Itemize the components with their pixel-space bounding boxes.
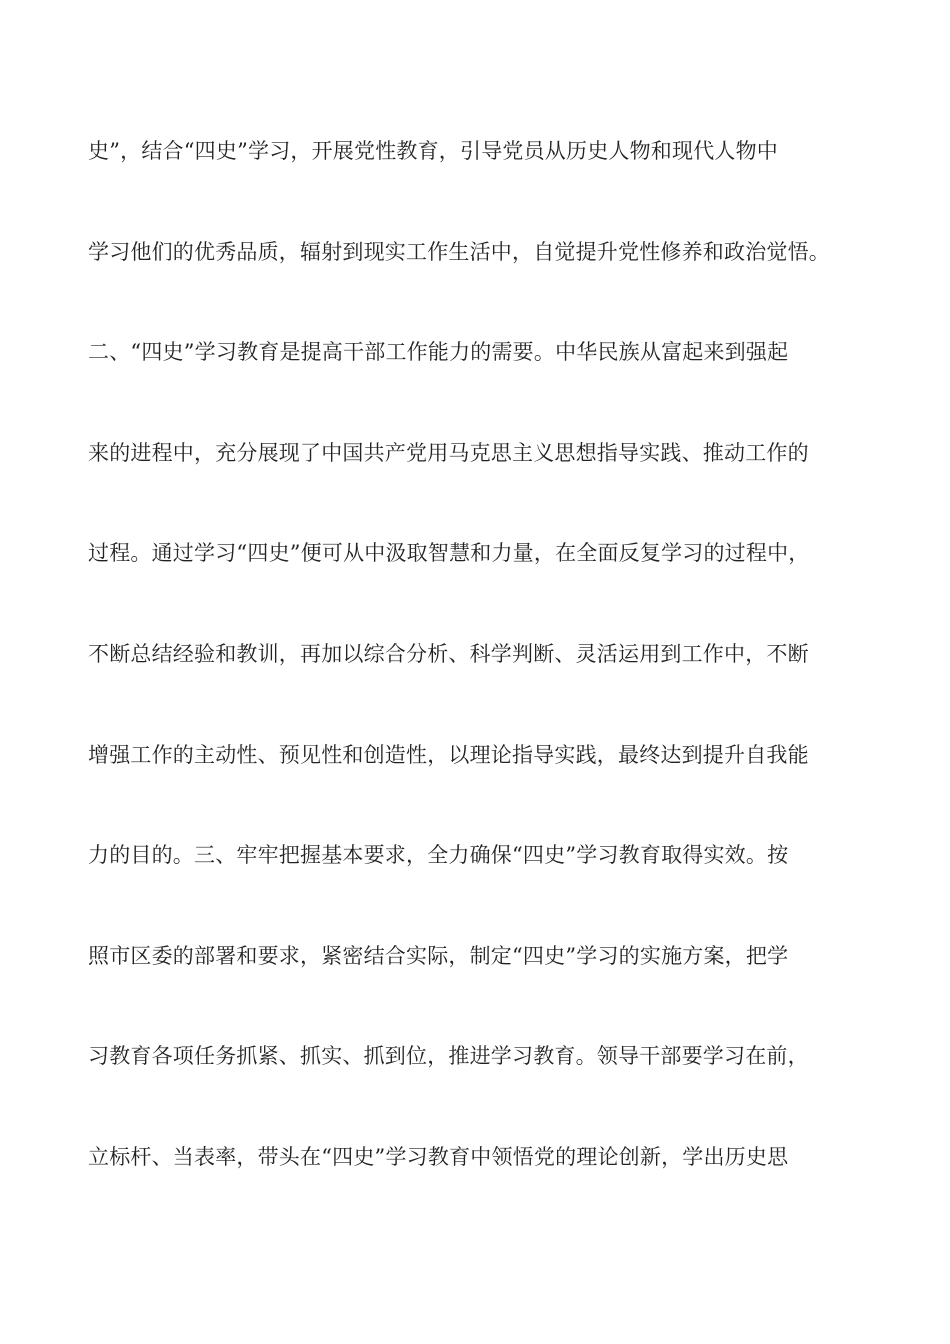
text-line: 过程。通过学习“四史”便可从中汲取智慧和力量，在全面反复学习的过程中， [88, 541, 810, 566]
text-line: 史”，结合“四史”学习，开展党性教育，引导党员从历史人物和现代人物中 [88, 139, 779, 163]
body-text [88, 126, 868, 1233]
text-line: 学习他们的优秀品质，辐射到现实工作生活中，自觉提升党性修养和政治觉悟。 [88, 239, 830, 264]
text-line: 立标杆、当表率，带头在“四史”学习教育中领悟党的理论创新，学出历史思 [88, 1144, 789, 1169]
text-line: 二、“四史”学习教育是提高干部工作能力的需要。中华民族从富起来到强起 [88, 340, 789, 365]
text-line: 增强工作的主动性、预见性和创造性，以理论指导实践，最终达到提升自我能 [88, 742, 809, 767]
text-line: 不断总结经验和教训，再加以综合分析、科学判断、灵活运用到工作中，不断 [88, 641, 809, 666]
text-line: 习教育各项任务抓紧、抓实、抓到位，推进学习教育。领导干部要学习在前， [88, 1044, 809, 1069]
text-line: 来的进程中，充分展现了中国共产党用马克思主义思想指导实践、推动工作的 [88, 440, 809, 465]
text-line: 照市区委的部署和要求，紧密结合实际，制定“四史”学习的实施方案，把学 [88, 943, 789, 968]
text-line: 力的目的。三、牢牢把握基本要求，全力确保“四史”学习教育取得实效。按 [88, 843, 789, 868]
